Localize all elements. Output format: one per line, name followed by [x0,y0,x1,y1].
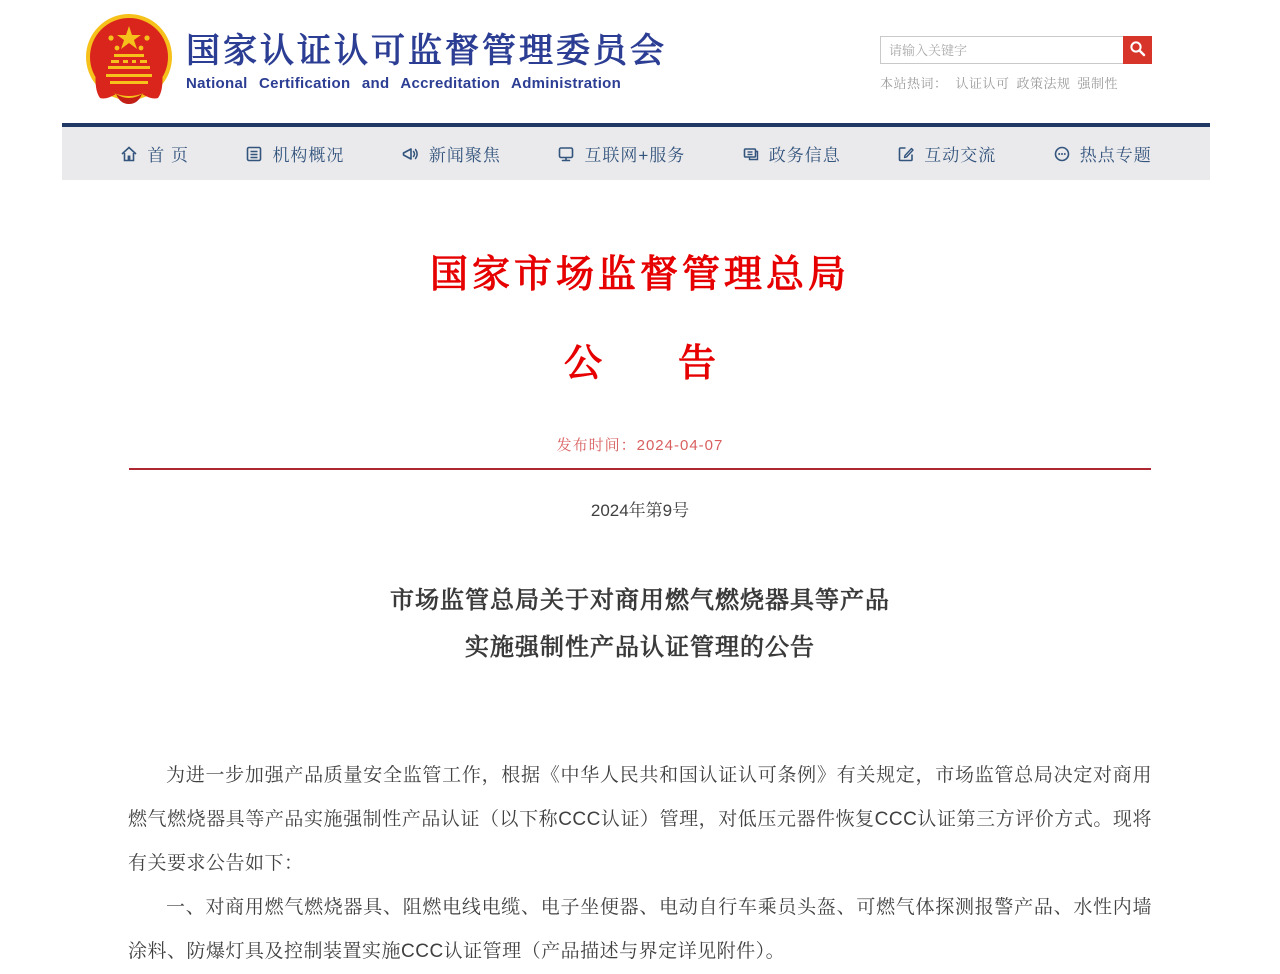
hot-word-link[interactable]: 政策法规 [1016,76,1071,91]
search-input[interactable] [880,36,1123,64]
hot-word-link[interactable]: 认证认可 [955,76,1010,91]
article-paragraph: 一、对商用燃气燃烧器具、阻燃电线电缆、电子坐便器、电动自行车乘员头盔、可燃气体探测报警产品、水性内墙涂料、防爆灯具及控制装置实施CCC认证管理（产品描述与界定详见附件）。 [128,897,1152,962]
nav-item-home[interactable] [120,141,189,166]
nav-item-hot-topics[interactable] [1053,141,1152,166]
hot-word-link[interactable]: 强制性 [1077,76,1119,91]
agency-title: 国家市场监督管理总局 [429,254,850,296]
nav-item-label: 机构概况 [272,146,345,165]
article-title [0,577,1280,671]
national-emblem-icon [86,14,172,109]
edit-icon [897,145,915,163]
search-button[interactable] [1123,36,1152,64]
hot-words [880,73,1152,92]
article-title-line1: 市场监管总局关于对商用燃气燃烧器具等产品 [390,587,890,614]
site-logo-link[interactable] [86,14,667,109]
monitor-icon [557,145,575,163]
nav-item-interaction[interactable] [897,141,996,166]
home-icon [120,145,138,163]
publish-time: 发布时间：2024-04-07 [556,437,724,454]
megaphone-icon [401,145,420,163]
nav-item-gov-info[interactable] [742,141,841,166]
main-nav [62,123,1210,180]
doc-type-title: 公 告 [563,343,716,385]
doc-number: 2024年第9号 [590,501,690,520]
gov-info-icon [742,145,760,163]
hot-words-label: 本站热词： [880,76,948,91]
org-name-cn: 国家认证认可监督管理委员会 [186,32,667,70]
nav-item-label: 新闻聚焦 [428,146,501,165]
article-title-line2: 实施强制性产品认证管理的公告 [465,634,815,661]
chat-bubble-icon [1053,145,1071,163]
site-header [0,0,1280,123]
org-name-en: National Certification and Accreditation Administration [186,75,622,92]
article-paragraph: 为进一步加强产品质量安全监管工作，根据《中华人民共和国认证认可条例》有关规定，市场监管总局决定对商用燃气燃烧器具等产品实施强制性产品认证（以下称CCC认证）管理，对低压元器件恢复CCC认证第三方评价方式。现将有关要求公告如下： [128,765,1152,874]
nav-item-label: 首 页 [147,146,189,165]
nav-item-label: 互联网+服务 [584,146,686,165]
org-names [186,31,667,92]
search-area [880,36,1152,92]
org-profile-icon [245,145,263,163]
article [0,180,1280,974]
nav-item-label: 互动交流 [924,146,997,165]
nav-item-news[interactable] [401,141,501,166]
search-icon [1129,40,1146,60]
nav-item-org-profile[interactable] [245,141,344,166]
article-body [128,754,1152,974]
red-divider [129,468,1151,470]
nav-item-label: 热点专题 [1079,146,1152,165]
nav-item-label: 政务信息 [768,146,841,165]
nav-item-internet-service[interactable] [557,141,685,166]
